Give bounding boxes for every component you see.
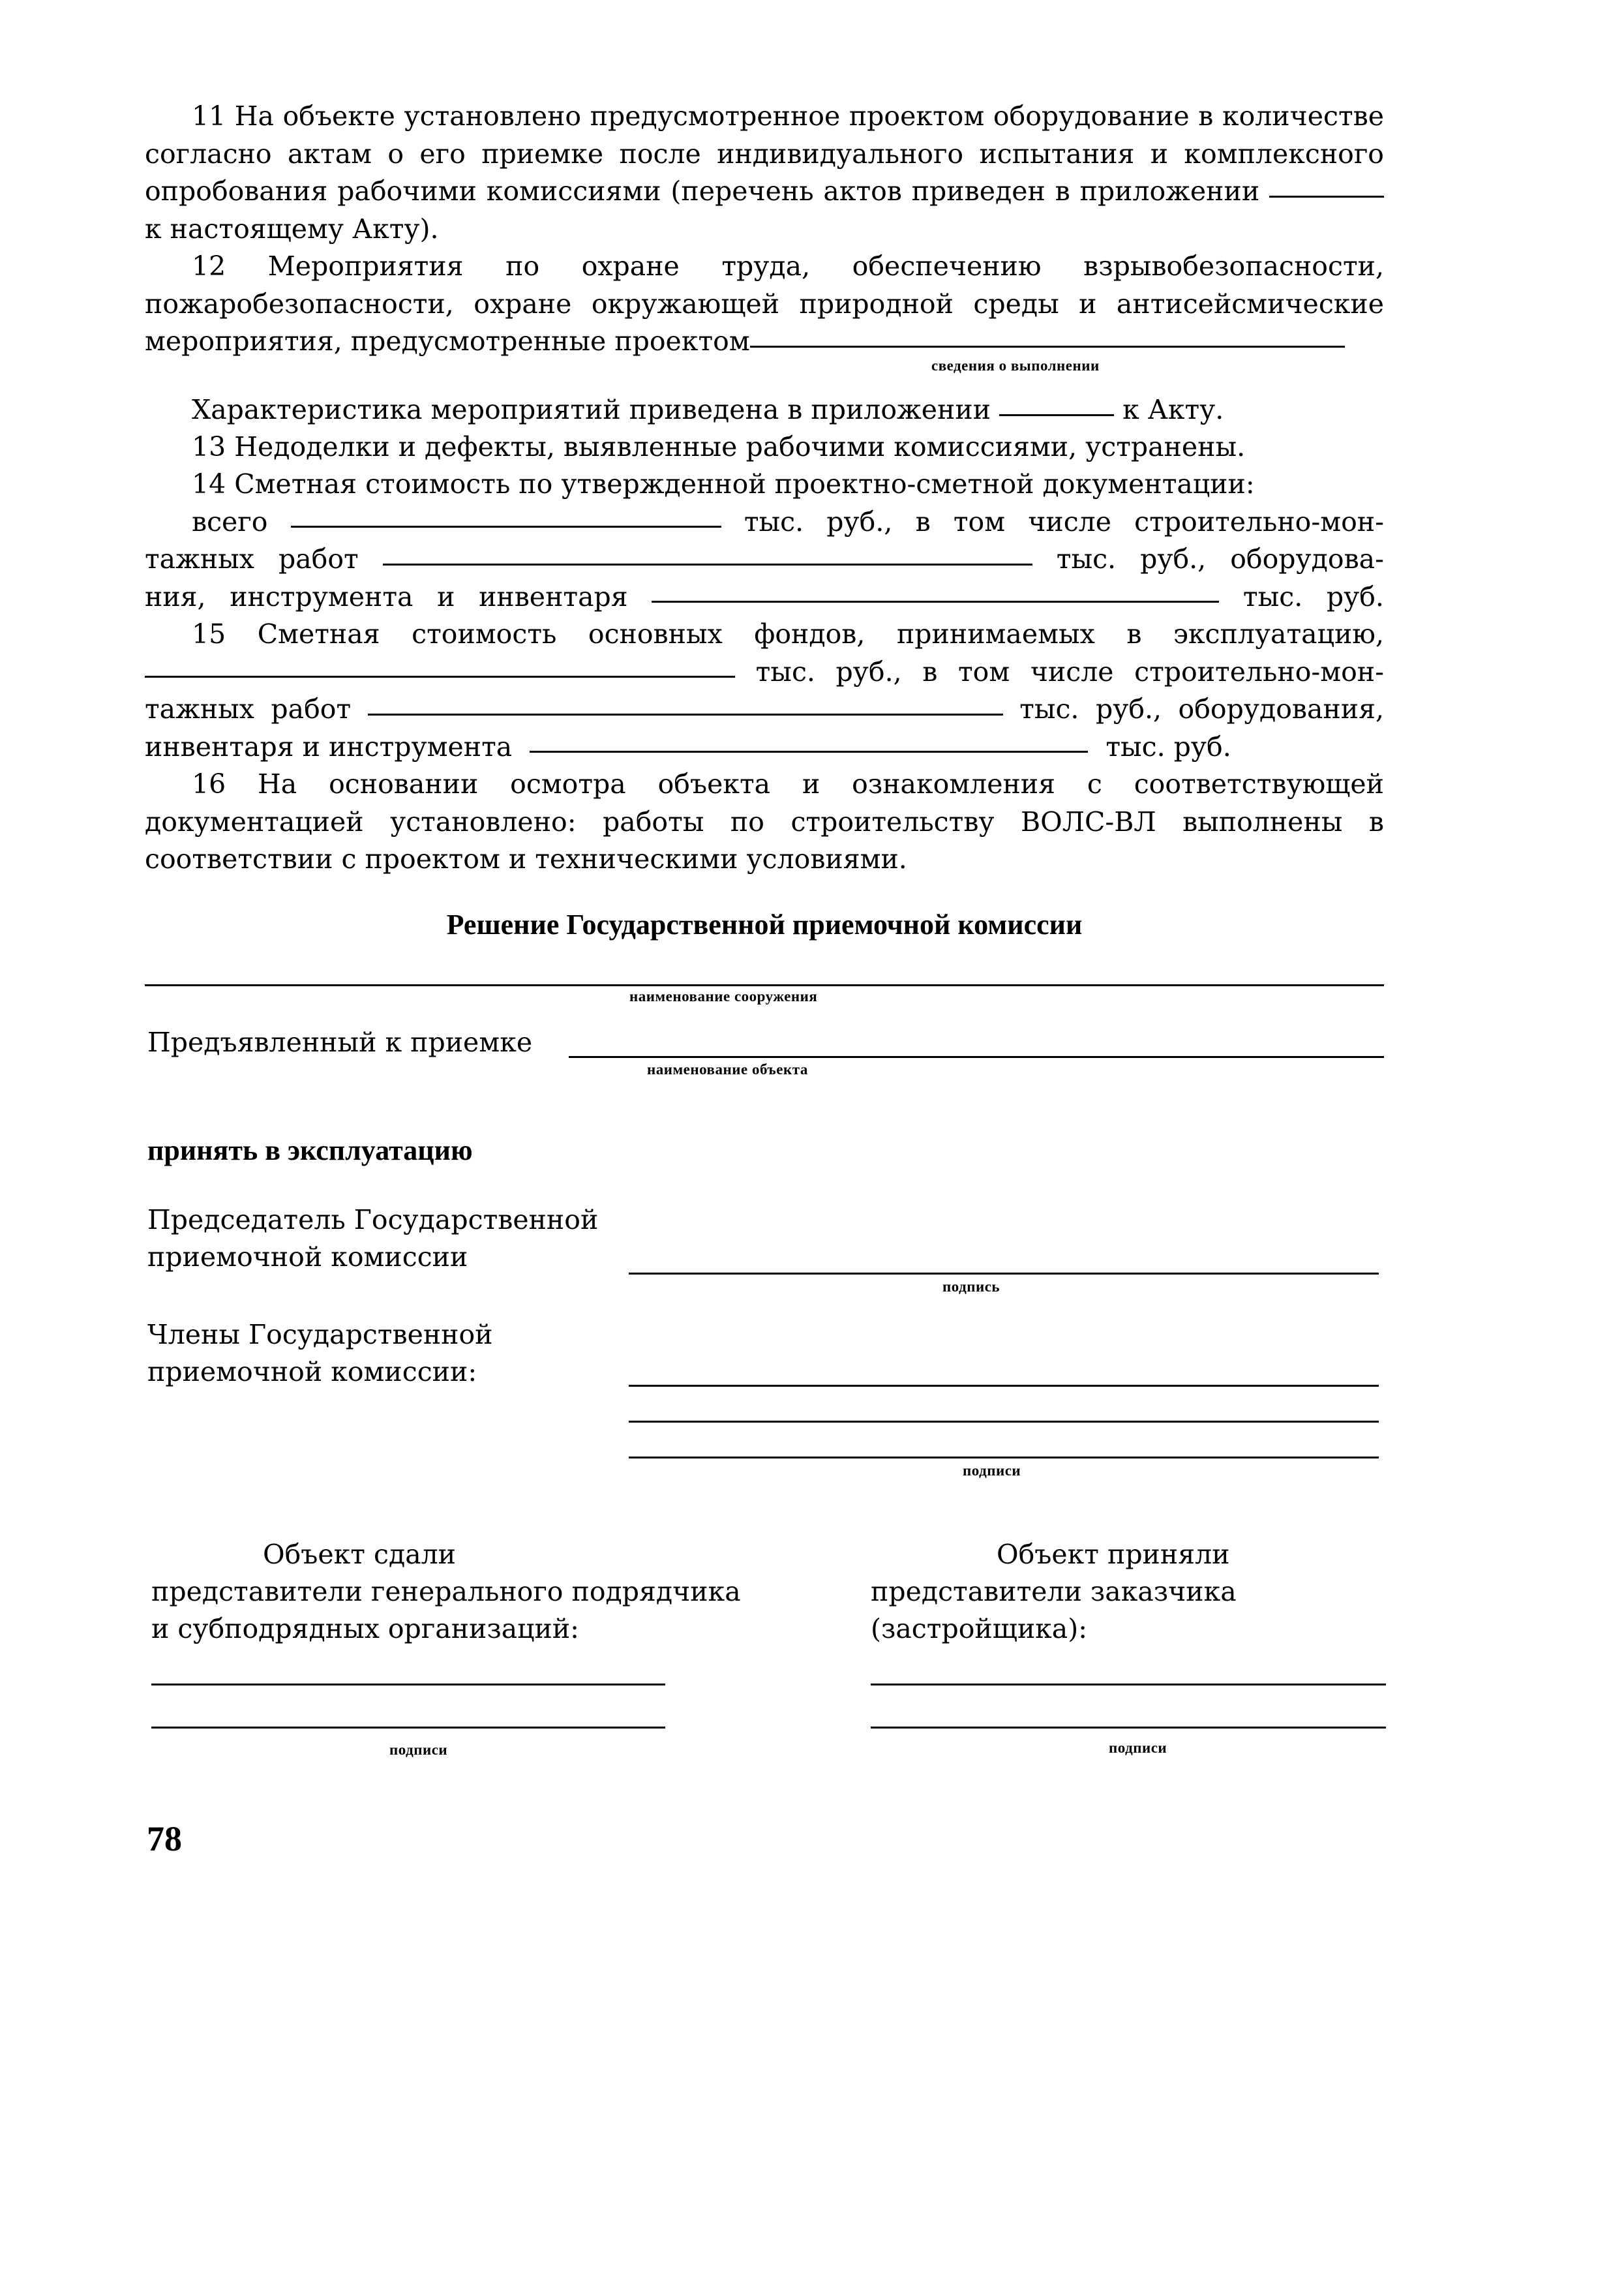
paragraph-15 xyxy=(145,616,1384,766)
paragraph-12 xyxy=(145,248,1384,361)
tools-label: ния, инструмента и инвентаря xyxy=(145,581,628,612)
received-line-1: представители заказчика xyxy=(871,1576,1237,1607)
customer-signature-line-2[interactable] xyxy=(871,1727,1386,1729)
member-signature-line-2[interactable] xyxy=(629,1421,1379,1423)
members-label-2: приемочной комиссии: xyxy=(147,1356,477,1387)
works-label: тажных работ xyxy=(145,543,359,575)
tools-unit-15: тыс. руб. xyxy=(1105,731,1231,763)
paragraph-12-text: 12 Мероприятия по охране труда, обеспечению взрывобезопасности, пожаробезопасности, охране окружающей природной среды и антисейсмические мероприятия, предусмотренные проектом xyxy=(145,250,1384,357)
members-label-1: Члены Государственной xyxy=(147,1319,493,1350)
paragraph-14 xyxy=(145,466,1384,616)
paragraph-11-text: 11 На объекте установлено предусмотренное проектом оборудование в количестве согласно актам о его приемке после индивидуального испытания и комплексного опробования рабочими комиссиями (перечень актов приведен в приложении xyxy=(145,100,1384,207)
page-number: 78 xyxy=(147,1819,182,1858)
total-label: всего xyxy=(192,506,268,537)
measures-info-blank[interactable] xyxy=(750,345,1345,348)
chair-signature-line[interactable] xyxy=(629,1273,1379,1275)
handed-line-1: представители генерального подрядчика xyxy=(151,1576,741,1607)
works-unit: тыс. руб., оборудова- xyxy=(1056,543,1384,575)
caption-members-signatures: подписи xyxy=(963,1462,1021,1479)
caption-contractor-signatures: подписи xyxy=(389,1742,448,1758)
accept-text: принять в эксплуатацию xyxy=(147,1134,473,1166)
characteristics-text: Характеристика мероприятий приведена в приложении xyxy=(192,394,991,425)
construction-cost-blank[interactable] xyxy=(383,563,1032,566)
tools-label-15: инвентаря и инструмента xyxy=(145,731,513,763)
fixed-assets-cost-blank[interactable] xyxy=(145,675,735,678)
caption-object-name: наименование объекта xyxy=(647,1061,808,1078)
characteristics-end: к Акту. xyxy=(1122,394,1224,425)
contractor-signature-line-1[interactable] xyxy=(151,1684,665,1685)
equipment-cost-blank[interactable] xyxy=(652,600,1219,603)
member-signature-line-1[interactable] xyxy=(629,1385,1379,1387)
structure-name-line[interactable] xyxy=(145,984,1384,986)
works-unit-15: тыс. руб., оборудования, xyxy=(1019,693,1384,725)
total-cost-blank[interactable] xyxy=(291,525,721,528)
handed-line-2: и субподрядных организаций: xyxy=(151,1613,579,1644)
received-title: Объект приняли xyxy=(997,1539,1230,1570)
caption-chair-signature: подпись xyxy=(942,1278,1000,1295)
works-label-15: тажных работ xyxy=(145,693,352,725)
member-signature-line-3[interactable] xyxy=(629,1457,1379,1458)
contractor-signature-line-2[interactable] xyxy=(151,1727,665,1729)
presented-label: Предъявленный к приемке xyxy=(147,1027,533,1058)
chair-label-1: Председатель Государственной xyxy=(147,1204,599,1235)
paragraph-15-intro: 15 Сметная стоимость основных фондов, принимаемых в эксплуатацию, xyxy=(192,618,1384,650)
caption-measures-info: сведения о выполнении xyxy=(931,357,1100,374)
appendix-number-blank[interactable] xyxy=(1269,195,1384,198)
construction-cost-blank-15[interactable] xyxy=(368,713,1003,716)
paragraph-11-end: к настоящему Акту). xyxy=(145,213,439,245)
tools-unit: тыс. руб. xyxy=(1242,581,1384,612)
customer-signature-line-1[interactable] xyxy=(871,1684,1386,1685)
equipment-cost-blank-15[interactable] xyxy=(530,750,1088,753)
characteristics-appendix-blank[interactable] xyxy=(999,414,1114,416)
fixed-assets-unit: тыс. руб., в том числе строительно-мон- xyxy=(755,656,1384,687)
received-line-2: (застройщика): xyxy=(871,1613,1088,1644)
paragraph-11 xyxy=(145,98,1384,248)
paragraph-14-intro: 14 Сметная стоимость по утвержденной проектно-сметной документации: xyxy=(192,468,1255,500)
total-unit: тыс. руб., в том числе строительно-мон- xyxy=(744,506,1384,537)
caption-structure-name: наименование сооружения xyxy=(629,988,818,1005)
caption-customer-signatures: подписи xyxy=(1109,1740,1167,1756)
paragraph-12-characteristics xyxy=(145,391,1384,429)
paragraph-16: 16 На основании осмотра объекта и ознакомления с соответствующей документацией установлено: работы по строительству ВОЛС-ВЛ выполнены в соответствии с проектом и техническими условиями. xyxy=(145,768,1384,875)
handed-title: Объект сдали xyxy=(263,1539,457,1570)
object-name-line[interactable] xyxy=(569,1056,1384,1058)
decision-title: Решение Государственной приемочной комиссии xyxy=(446,909,1083,941)
paragraph-13: 13 Недоделки и дефекты, выявленные рабочими комиссиями, устранены. xyxy=(192,431,1246,462)
chair-label-2: приемочной комиссии xyxy=(147,1241,468,1273)
